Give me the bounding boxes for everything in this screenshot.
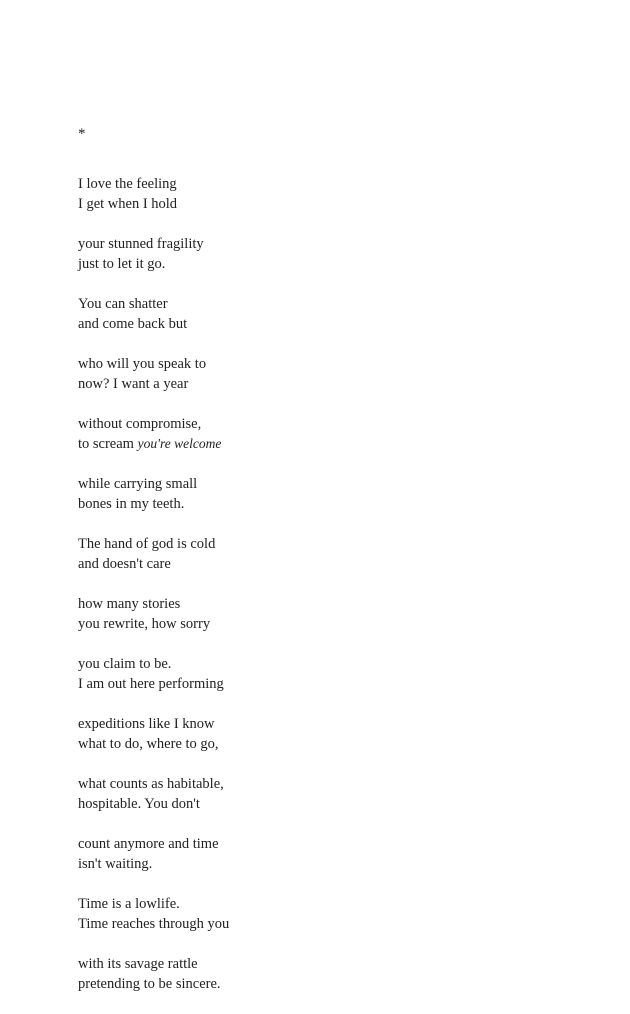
poem-line: isn't waiting. (78, 856, 153, 872)
poem-line: Time reaches through you (78, 916, 230, 932)
poem-line: count anymore and time (78, 836, 219, 852)
stanza (78, 654, 598, 694)
poem-line: now? I want a year (78, 376, 189, 392)
poem-line: who will you speak to (78, 356, 207, 372)
poem-line: pretending to be sincere. (78, 976, 221, 992)
stanza (78, 474, 598, 514)
stanza (78, 774, 598, 814)
poem (78, 124, 598, 1014)
stanza (78, 294, 598, 334)
stanza (78, 414, 598, 454)
poem-line: your stunned fragility (78, 236, 204, 252)
poem-line: what to do, where to go, (78, 736, 219, 752)
stanza (78, 714, 598, 754)
stanza (78, 174, 598, 214)
poem-line: The hand of god is cold (78, 536, 216, 552)
poem-line: I get when I hold (78, 196, 178, 212)
poem-line: just to let it go. (78, 256, 166, 272)
stanza (78, 234, 598, 274)
poem-line: without compromise, (78, 416, 202, 432)
poem-line: expeditions like I know (78, 716, 215, 732)
poem-line: I love the feeling (78, 176, 177, 192)
poem-line: what counts as habitable, (78, 776, 224, 792)
stanza (78, 354, 598, 394)
poem-line: You can shatter (78, 296, 168, 312)
poem-line: and come back but (78, 316, 188, 332)
stanza (78, 834, 598, 874)
poem-line: Time is a lowlife. (78, 896, 180, 912)
stanza (78, 894, 598, 934)
stanza (78, 954, 598, 994)
poem-line: and doesn't care (78, 556, 171, 572)
poem-line: you rewrite, how sorry (78, 616, 211, 632)
poem-line: while carrying small (78, 476, 198, 492)
italic-emphasis: you're welcome (137, 436, 222, 451)
poem-line: hospitable. You don't (78, 796, 200, 812)
stanza (78, 534, 598, 574)
poem-line: bones in my teeth. (78, 496, 185, 512)
section-marker: * (78, 126, 86, 142)
line-text: to scream (78, 436, 138, 452)
poem-line: with its savage rattle (78, 956, 198, 972)
poem-line (78, 434, 598, 454)
stanza (78, 594, 598, 634)
poem-line: I am out here performing (78, 676, 224, 692)
poem-line: how many stories (78, 596, 181, 612)
poem-line: you claim to be. (78, 656, 172, 672)
